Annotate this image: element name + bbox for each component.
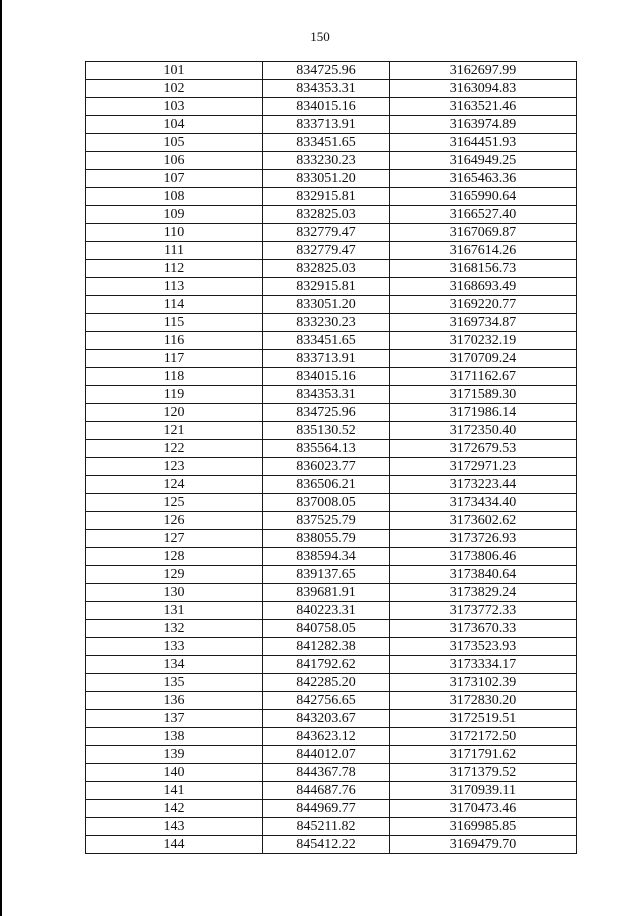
- x-coordinate-cell: 834725.96: [263, 404, 390, 422]
- page-number: 150: [310, 29, 330, 44]
- x-coordinate-cell: 832779.47: [263, 242, 390, 260]
- point-number-cell: 107: [86, 170, 263, 188]
- y-coordinate-cell: 3165990.64: [390, 188, 577, 206]
- point-number-cell: 140: [86, 764, 263, 782]
- y-coordinate-cell: 3173223.44: [390, 476, 577, 494]
- table-row: [86, 98, 577, 116]
- x-coordinate-cell: 837525.79: [263, 512, 390, 530]
- scan-edge: [0, 0, 2, 916]
- x-coordinate-cell: 843203.67: [263, 710, 390, 728]
- y-coordinate-cell: 3169220.77: [390, 296, 577, 314]
- x-coordinate-cell: 832915.81: [263, 278, 390, 296]
- table-row: [86, 422, 577, 440]
- y-coordinate-cell: 3172679.53: [390, 440, 577, 458]
- table-row: [86, 296, 577, 314]
- table-row: [86, 278, 577, 296]
- y-coordinate-cell: 3169734.87: [390, 314, 577, 332]
- table-row: [86, 260, 577, 278]
- y-coordinate-cell: 3170232.19: [390, 332, 577, 350]
- point-number-cell: 108: [86, 188, 263, 206]
- point-number-cell: 141: [86, 782, 263, 800]
- x-coordinate-cell: 839137.65: [263, 566, 390, 584]
- table-row: [86, 836, 577, 854]
- x-coordinate-cell: 833713.91: [263, 116, 390, 134]
- point-number-cell: 136: [86, 692, 263, 710]
- table-row: [86, 782, 577, 800]
- y-coordinate-cell: 3167069.87: [390, 224, 577, 242]
- table-row: [86, 152, 577, 170]
- y-coordinate-cell: 3173602.62: [390, 512, 577, 530]
- x-coordinate-cell: 832825.03: [263, 260, 390, 278]
- y-coordinate-cell: 3164949.25: [390, 152, 577, 170]
- x-coordinate-cell: 834353.31: [263, 386, 390, 404]
- x-coordinate-cell: 834725.96: [263, 62, 390, 80]
- y-coordinate-cell: 3168156.73: [390, 260, 577, 278]
- point-number-cell: 109: [86, 206, 263, 224]
- coordinates-table: [85, 61, 577, 854]
- table-row: [86, 206, 577, 224]
- x-coordinate-cell: 832825.03: [263, 206, 390, 224]
- x-coordinate-cell: 833051.20: [263, 296, 390, 314]
- x-coordinate-cell: 833230.23: [263, 314, 390, 332]
- table-row: [86, 314, 577, 332]
- y-coordinate-cell: 3165463.36: [390, 170, 577, 188]
- x-coordinate-cell: 844969.77: [263, 800, 390, 818]
- point-number-cell: 133: [86, 638, 263, 656]
- x-coordinate-cell: 834353.31: [263, 80, 390, 98]
- x-coordinate-cell: 842756.65: [263, 692, 390, 710]
- table-row: [86, 188, 577, 206]
- point-number-cell: 116: [86, 332, 263, 350]
- x-coordinate-cell: 838055.79: [263, 530, 390, 548]
- table-row: [86, 80, 577, 98]
- x-coordinate-cell: 841792.62: [263, 656, 390, 674]
- table-row: [86, 710, 577, 728]
- point-number-cell: 105: [86, 134, 263, 152]
- table-row: [86, 548, 577, 566]
- point-number-cell: 101: [86, 62, 263, 80]
- y-coordinate-cell: 3172172.50: [390, 728, 577, 746]
- y-coordinate-cell: 3173829.24: [390, 584, 577, 602]
- point-number-cell: 124: [86, 476, 263, 494]
- table-row: [86, 350, 577, 368]
- x-coordinate-cell: 840758.05: [263, 620, 390, 638]
- point-number-cell: 113: [86, 278, 263, 296]
- point-number-cell: 119: [86, 386, 263, 404]
- table-row: [86, 476, 577, 494]
- y-coordinate-cell: 3172350.40: [390, 422, 577, 440]
- point-number-cell: 143: [86, 818, 263, 836]
- y-coordinate-cell: 3172519.51: [390, 710, 577, 728]
- point-number-cell: 114: [86, 296, 263, 314]
- table-row: [86, 530, 577, 548]
- x-coordinate-cell: 835564.13: [263, 440, 390, 458]
- x-coordinate-cell: 838594.34: [263, 548, 390, 566]
- point-number-cell: 112: [86, 260, 263, 278]
- table-row: [86, 566, 577, 584]
- x-coordinate-cell: 834015.16: [263, 368, 390, 386]
- x-coordinate-cell: 845211.82: [263, 818, 390, 836]
- x-coordinate-cell: 843623.12: [263, 728, 390, 746]
- table-row: [86, 818, 577, 836]
- point-number-cell: 131: [86, 602, 263, 620]
- y-coordinate-cell: 3173726.93: [390, 530, 577, 548]
- table-row: [86, 764, 577, 782]
- table-row: [86, 602, 577, 620]
- x-coordinate-cell: 833051.20: [263, 170, 390, 188]
- table-row: [86, 584, 577, 602]
- point-number-cell: 137: [86, 710, 263, 728]
- table-row: [86, 332, 577, 350]
- x-coordinate-cell: 832915.81: [263, 188, 390, 206]
- point-number-cell: 117: [86, 350, 263, 368]
- x-coordinate-cell: 844012.07: [263, 746, 390, 764]
- x-coordinate-cell: 834015.16: [263, 98, 390, 116]
- table-row: [86, 440, 577, 458]
- point-number-cell: 104: [86, 116, 263, 134]
- point-number-cell: 127: [86, 530, 263, 548]
- point-number-cell: 123: [86, 458, 263, 476]
- table-row: [86, 674, 577, 692]
- y-coordinate-cell: 3173806.46: [390, 548, 577, 566]
- x-coordinate-cell: 845412.22: [263, 836, 390, 854]
- x-coordinate-cell: 833451.65: [263, 134, 390, 152]
- table-row: [86, 386, 577, 404]
- y-coordinate-cell: 3171379.52: [390, 764, 577, 782]
- point-number-cell: 106: [86, 152, 263, 170]
- y-coordinate-cell: 3171986.14: [390, 404, 577, 422]
- y-coordinate-cell: 3173523.93: [390, 638, 577, 656]
- y-coordinate-cell: 3171589.30: [390, 386, 577, 404]
- x-coordinate-cell: 836023.77: [263, 458, 390, 476]
- point-number-cell: 102: [86, 80, 263, 98]
- point-number-cell: 138: [86, 728, 263, 746]
- point-number-cell: 132: [86, 620, 263, 638]
- point-number-cell: 103: [86, 98, 263, 116]
- y-coordinate-cell: 3173840.64: [390, 566, 577, 584]
- x-coordinate-cell: 833230.23: [263, 152, 390, 170]
- y-coordinate-cell: 3173102.39: [390, 674, 577, 692]
- y-coordinate-cell: 3169985.85: [390, 818, 577, 836]
- table-row: [86, 620, 577, 638]
- point-number-cell: 115: [86, 314, 263, 332]
- y-coordinate-cell: 3169479.70: [390, 836, 577, 854]
- table-row: [86, 404, 577, 422]
- table-row: [86, 692, 577, 710]
- point-number-cell: 120: [86, 404, 263, 422]
- table-row: [86, 458, 577, 476]
- point-number-cell: 110: [86, 224, 263, 242]
- y-coordinate-cell: 3163974.89: [390, 116, 577, 134]
- y-coordinate-cell: 3168693.49: [390, 278, 577, 296]
- y-coordinate-cell: 3172971.23: [390, 458, 577, 476]
- y-coordinate-cell: 3171791.62: [390, 746, 577, 764]
- y-coordinate-cell: 3167614.26: [390, 242, 577, 260]
- y-coordinate-cell: 3173670.33: [390, 620, 577, 638]
- x-coordinate-cell: 836506.21: [263, 476, 390, 494]
- coordinates-table-body: [86, 62, 577, 854]
- x-coordinate-cell: 844367.78: [263, 764, 390, 782]
- x-coordinate-cell: 842285.20: [263, 674, 390, 692]
- x-coordinate-cell: 832779.47: [263, 224, 390, 242]
- point-number-cell: 139: [86, 746, 263, 764]
- point-number-cell: 135: [86, 674, 263, 692]
- table-row: [86, 656, 577, 674]
- table-row: [86, 638, 577, 656]
- point-number-cell: 134: [86, 656, 263, 674]
- table-row: [86, 512, 577, 530]
- y-coordinate-cell: 3162697.99: [390, 62, 577, 80]
- x-coordinate-cell: 839681.91: [263, 584, 390, 602]
- y-coordinate-cell: 3166527.40: [390, 206, 577, 224]
- table-row: [86, 242, 577, 260]
- y-coordinate-cell: 3173434.40: [390, 494, 577, 512]
- table-row: [86, 368, 577, 386]
- table-row: [86, 800, 577, 818]
- point-number-cell: 111: [86, 242, 263, 260]
- y-coordinate-cell: 3164451.93: [390, 134, 577, 152]
- y-coordinate-cell: 3170473.46: [390, 800, 577, 818]
- point-number-cell: 144: [86, 836, 263, 854]
- point-number-cell: 142: [86, 800, 263, 818]
- x-coordinate-cell: 841282.38: [263, 638, 390, 656]
- x-coordinate-cell: 840223.31: [263, 602, 390, 620]
- point-number-cell: 126: [86, 512, 263, 530]
- x-coordinate-cell: 833451.65: [263, 332, 390, 350]
- y-coordinate-cell: 3172830.20: [390, 692, 577, 710]
- y-coordinate-cell: 3173334.17: [390, 656, 577, 674]
- table-row: [86, 224, 577, 242]
- x-coordinate-cell: 835130.52: [263, 422, 390, 440]
- table-row: [86, 116, 577, 134]
- x-coordinate-cell: 837008.05: [263, 494, 390, 512]
- table-row: [86, 62, 577, 80]
- y-coordinate-cell: 3171162.67: [390, 368, 577, 386]
- y-coordinate-cell: 3163094.83: [390, 80, 577, 98]
- table-row: [86, 134, 577, 152]
- table-row: [86, 746, 577, 764]
- point-number-cell: 128: [86, 548, 263, 566]
- y-coordinate-cell: 3173772.33: [390, 602, 577, 620]
- table-row: [86, 494, 577, 512]
- table-row: [86, 728, 577, 746]
- point-number-cell: 125: [86, 494, 263, 512]
- table-row: [86, 170, 577, 188]
- point-number-cell: 118: [86, 368, 263, 386]
- point-number-cell: 129: [86, 566, 263, 584]
- point-number-cell: 122: [86, 440, 263, 458]
- y-coordinate-cell: 3170939.11: [390, 782, 577, 800]
- point-number-cell: 130: [86, 584, 263, 602]
- y-coordinate-cell: 3170709.24: [390, 350, 577, 368]
- point-number-cell: 121: [86, 422, 263, 440]
- x-coordinate-cell: 833713.91: [263, 350, 390, 368]
- y-coordinate-cell: 3163521.46: [390, 98, 577, 116]
- x-coordinate-cell: 844687.76: [263, 782, 390, 800]
